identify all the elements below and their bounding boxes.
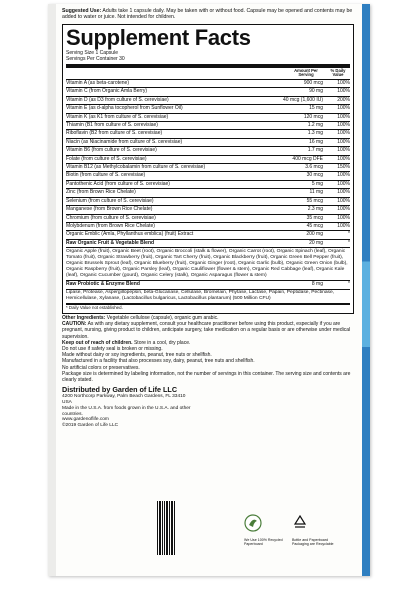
nutrient-dv: 100% (337, 147, 350, 154)
nutrient-amount: 400 mcg DFE (292, 155, 323, 162)
distributor-address: 4200 Northcorp Parkway, Palm Beach Gardens, FL 33410 USA (62, 394, 186, 405)
warning-line: Made without dairy or soy ingredients, peanut, tree nuts or shellfish. (62, 352, 212, 359)
nutrient-name: Thiamin (B1 from culture of S. cerevisiae) (66, 122, 158, 129)
nutrient-dv: 100% (337, 214, 350, 221)
facts-title: Supplement Facts (66, 24, 251, 50)
nutrient-row (66, 171, 350, 179)
blend1-amount: 20 mg (309, 239, 323, 246)
nutrient-row (66, 87, 350, 95)
nutrient-amount: 1.2 mg (307, 122, 323, 129)
label-content (62, 8, 354, 429)
serving-size: Serving Size 1 Capsule (66, 49, 118, 56)
nutrient-name: Chromium (from culture of S. cerevisiae) (66, 214, 156, 221)
nutrient-amount: 16 mg (309, 138, 323, 145)
nutrient-amount: 35 mcg (306, 214, 323, 221)
nutrient-row (66, 180, 350, 188)
nutrient-amount: 5 mg (311, 180, 323, 187)
nutrient-dv: 100% (337, 138, 350, 145)
nutrient-amount: 40 mcg (1,600 IU) (283, 96, 324, 103)
nutrient-row (66, 113, 350, 121)
nutrient-dv: 100% (337, 80, 350, 86)
nutrient-name: Vitamin C (from Organic Amla Berry) (66, 88, 148, 95)
nutrient-name: Vitamin A (as beta-carotene) (66, 80, 129, 86)
nutrient-amount: 15 mg (309, 105, 323, 112)
recyclable-badge (292, 514, 342, 546)
nutrient-name: Zinc (from Brown Rice Chelate) (66, 189, 136, 196)
nutrient-amount: 1.3 mg (307, 130, 323, 137)
nutrient-dv: 100% (337, 180, 350, 187)
supplement-facts-panel (62, 24, 354, 314)
warning-line: Manufactured in a facility that also processes soy, dairy, peanut, tree nuts and shellfish. (62, 358, 255, 365)
nutrient-row (66, 96, 350, 104)
nutrient-name: Niacin (as Niacinamide from culture of S. cerevisiae) (66, 138, 183, 145)
nutrient-dv: 100% (337, 155, 350, 162)
recycle-leaf-icon (244, 514, 262, 532)
nutrient-dv: 150% (337, 164, 350, 171)
nutrient-row (66, 138, 350, 146)
nutrient-amount: 1.7 mg (307, 147, 323, 154)
brand-color-strip (362, 4, 370, 576)
paperboard-text: We Use 100% Recycled Paperboard (244, 538, 283, 547)
distributor-heading: Distributed by Garden of Life LLC (62, 385, 178, 395)
nutrient-name: Riboflavin (B2 from culture of S. cerevisiae) (66, 130, 163, 137)
nutrient-amount: 45 mcg (306, 222, 323, 229)
nutrient-dv: 100% (337, 88, 350, 95)
nutrient-name: Biotin (from culture of S. cerevisiae) (66, 172, 146, 179)
nutrient-amount: 900 mcg (303, 80, 323, 86)
suggested-use-text: Adults take 1 capsule daily. May be taken with or without food. Capsule may be opened and contents may be added to water or juice. Not intended for children. (62, 8, 353, 21)
nutrient-row (66, 104, 350, 112)
blend2-name: Raw Probiotic & Enzyme Blend (66, 281, 140, 288)
blend1-dv: * (348, 239, 350, 246)
nutrient-dv: 100% (337, 222, 350, 229)
paperboard-badge (244, 514, 288, 546)
nutrient-row (66, 155, 350, 163)
nutrient-dv: 100% (337, 130, 350, 137)
other-ingredients-label: Other Ingredients: (62, 314, 106, 321)
nutrient-amount: 200 mg (306, 231, 323, 238)
servings-per-container: Servings Per Container 30 (66, 55, 125, 62)
amount-header: Amount Per Serving (294, 67, 318, 78)
caution-text: As with any dietary supplement, consult your healthcare practitioner before using this product, especially if you are pregnant, nursing, giving product to children, anticipate surgery, take medication on a regular basis or are otherwise under medical supervision. (62, 321, 351, 340)
nutrient-rows (66, 79, 350, 239)
warning-line: No artificial colors or preservatives. (62, 364, 140, 371)
recyclable-text: Bottle and Paperboard Packaging are Recyclable (292, 538, 334, 547)
nutrient-row (66, 121, 350, 129)
nutrient-dv: 100% (337, 197, 350, 204)
made-in-text: Made in the U.S.A. from foods grown in the U.S.A. and other countries. (62, 405, 191, 417)
nutrient-name: Pantothenic Acid (from culture of S. cerevisiae) (66, 180, 170, 187)
nutrient-row (66, 214, 350, 222)
nutrient-row (66, 163, 350, 171)
nutrient-dv: 100% (337, 122, 350, 129)
nutrient-amount: 11 mg (309, 189, 323, 196)
suggested-use (62, 8, 354, 21)
blend2-row (66, 280, 350, 288)
warning-line: Package size is determined by labeling information, not the number of servings in this container. The serving size and contents are clearly stated. (62, 370, 351, 383)
distributor-info (62, 394, 192, 429)
label-bottom-text (62, 315, 354, 383)
blend2-ingredients: Lipase, Protease, Aspergillopepsin, beta-Glucanase, Cellulase, Bromelain, Phytase, Lactase, Papain, Peptidase, Pectinase, Hemicellulase, Xylanase, (Lactobacillus bulgaricus, Lactobacillus plantarum) (500 Million CFU) (66, 289, 350, 303)
nutrient-name: Vitamin B6 (from culture of S. cerevisiae) (66, 147, 157, 154)
barcode (156, 499, 176, 557)
nutrient-row (66, 129, 350, 137)
blend1-name: Raw Organic Fruit & Vegetable Blend (66, 239, 155, 246)
nutrient-row (66, 188, 350, 196)
copyright: ©2019 Garden of Life LLC (62, 423, 119, 429)
column-header (66, 68, 350, 79)
warning-line: Do not use if safety seal is broken or missing. (62, 345, 163, 352)
nutrient-amount: 55 mcg (306, 197, 323, 204)
blend2-amount: 8 mg (311, 281, 323, 288)
nutrient-dv: 100% (337, 189, 350, 196)
nutrient-row (66, 230, 350, 238)
product-box (48, 4, 370, 576)
website: www.gardenoflife.com (62, 417, 109, 423)
nutrient-dv: 100% (337, 206, 350, 213)
nutrient-row (66, 222, 350, 230)
nutrient-name: Vitamin D (as D3 from culture of S. cerevisiae) (66, 96, 169, 103)
blend1-row (66, 239, 350, 247)
nutrient-name: Organic Emblic (Amla, Phyllanthus emblica) (fruit) Extract (66, 231, 194, 238)
nutrient-name: Selenium (from culture of S. cerevisiae) (66, 197, 154, 204)
nutrient-dv: 100% (337, 105, 350, 112)
nutrient-amount: 2.3 mg (307, 206, 323, 213)
nutrient-amount: 30 mcg (306, 172, 323, 179)
recycle-icon (292, 514, 308, 532)
nutrient-dv: * (348, 231, 350, 238)
keep-out-label: Keep out of reach of children. (62, 339, 133, 346)
caution-label: CAUTION: (62, 321, 87, 328)
nutrient-name: Vitamin B12 (as Methylcobalamin from culture of S. cerevisiae) (66, 164, 206, 171)
nutrient-amount: 90 mg (309, 88, 323, 95)
nutrient-name: Molybdenum (from Brown Rice Chelate) (66, 222, 155, 229)
nutrient-amount: 120 mcg (303, 113, 323, 120)
blend2-dv: * (348, 281, 350, 288)
box-side-edge (48, 4, 56, 576)
nutrient-dv: 100% (337, 172, 350, 179)
nutrient-row (66, 197, 350, 205)
other-ingredients-text: Vegetable cellulose (capsule), organic gum arabic. (106, 314, 219, 321)
nutrient-row (66, 79, 350, 87)
nutrient-dv: 100% (337, 113, 350, 120)
nutrient-name: Vitamin K (as K1 from culture of S. cerevisiae) (66, 113, 169, 120)
dv-footnote: * Daily Value not established. (66, 303, 350, 311)
dv-header: % Daily Value (330, 67, 346, 78)
nutrient-dv: 200% (337, 96, 350, 103)
nutrient-name: Folate (from culture of S. cerevisiae) (66, 155, 147, 162)
nutrient-name: Vitamin E (as d-alpha tocopherol from Sunflower Oil) (66, 105, 183, 112)
storage-text: Store in a cool, dry place. (133, 339, 191, 346)
nutrient-amount: 3.6 mcg (305, 164, 323, 171)
nutrient-row (66, 146, 350, 154)
caution (62, 321, 354, 340)
suggested-use-label: Suggested Use: (62, 8, 102, 14)
blend1-ingredients: Organic Apple (fruit), Organic Beet (root), Organic Broccoli (stalk & flower), Organic Carrot (root), Organic Spinach (leaf), Organic Tomato (fruit), Organic Strawberry (fruit), Organic Tart Cherry (fruit), Organic Blackberry (fruit), Organic Green Bell Pepper (fruit), Organic Brussels Sprout (leaf), Organic Blueberry (fruit), Organic Ginger (root), Organic Garlic (bulb), Organic Green Onion (bulb), Organic Raspberry (fruit), Organic Parsley (leaf), Organic Cauliflower (flower & stem), Organic Red Cabbage (leaf), Organic Kale (leaf), Organic Cucumber (gourd), Organic Celery (stalk), Organic Asparagus (flower & stem) (66, 247, 350, 280)
nutrient-row (66, 205, 350, 213)
nutrient-name: Manganese (from Brown Rice Chelate) (66, 206, 153, 213)
